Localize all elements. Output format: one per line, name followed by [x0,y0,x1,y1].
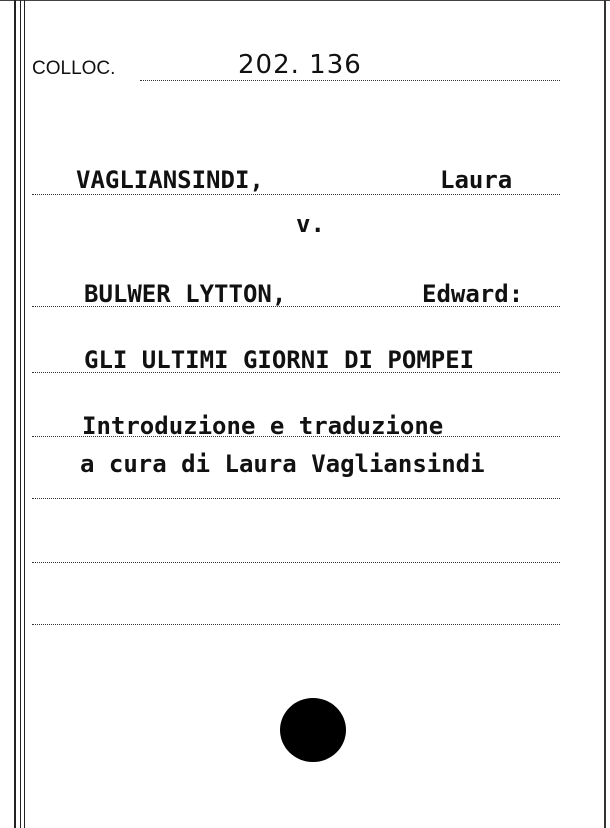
punch-hole [280,698,346,762]
left-border-rule [24,0,25,828]
book-title: GLI ULTIMI GIORNI DI POMPEI [84,346,475,374]
author2-given-name: Edward: [422,280,524,308]
author2-surname: BULWER LYTTON, [84,280,287,308]
dotted-rule [32,498,560,499]
author-surname: VAGLIANSINDI, [76,166,264,194]
dotted-rule [32,562,560,563]
left-border-rule [14,0,16,828]
left-border-rule [20,0,21,828]
dotted-rule [32,436,560,437]
note-line-2: a cura di Laura Vagliansindi [80,450,485,478]
dotted-rule [32,372,560,373]
colloc-value: 202. 136 [238,50,362,80]
colloc-label: COLLOC. [32,58,116,79]
dotted-rule [32,306,560,307]
note-line-1: Introduzione e traduzione [82,412,444,440]
role-marker: v. [296,210,325,238]
right-border-rule [604,0,606,828]
card-top-edge [0,0,610,1]
author-given-name: Laura [440,166,513,194]
dotted-rule [140,80,560,81]
dotted-rule [32,194,560,195]
dotted-rule [32,624,560,625]
